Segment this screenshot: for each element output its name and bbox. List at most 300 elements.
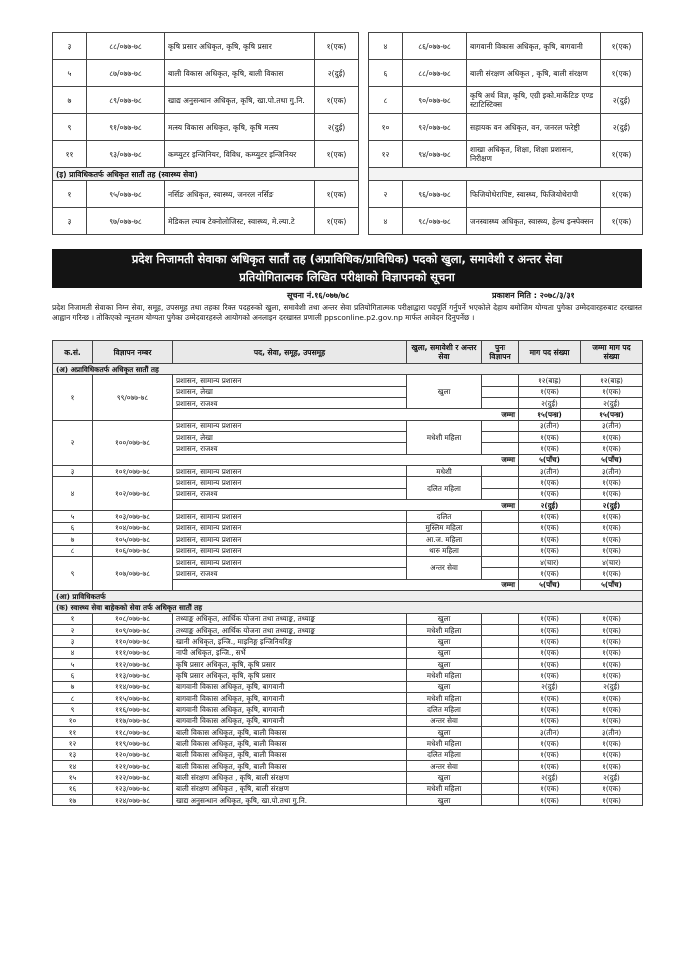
section-aa-row bbox=[53, 590, 643, 601]
table-row bbox=[53, 613, 643, 624]
serial-cell: ६ bbox=[369, 60, 403, 87]
count-cell: २(दुई) bbox=[601, 87, 643, 114]
code-cell: ९३/०७७-७८ bbox=[87, 141, 165, 168]
readvert-cell bbox=[482, 647, 519, 658]
total-demand-cell: १(एक) bbox=[581, 636, 643, 647]
type-cell: अन्तर सेवा bbox=[407, 715, 482, 726]
code-cell: ८९/०७७-७८ bbox=[87, 87, 165, 114]
serial-cell: १३ bbox=[53, 749, 93, 760]
serial-cell: ११ bbox=[53, 141, 87, 168]
section-row bbox=[53, 168, 359, 181]
total-demand: ५(पाँच) bbox=[519, 579, 581, 590]
code-cell: ११५/०७७-७८ bbox=[93, 692, 173, 703]
table-row bbox=[53, 761, 643, 772]
table-row bbox=[53, 772, 643, 783]
type-cell: मधेशी महिला bbox=[407, 783, 482, 794]
total-demand-cell: १(एक) bbox=[581, 715, 643, 726]
readvert-cell bbox=[482, 795, 519, 806]
post-cell: बागवानी विकास अधिकृत, कृषि, बागवानी bbox=[173, 692, 407, 703]
readvert-cell bbox=[482, 522, 519, 533]
total-demand-cell: १(एक) bbox=[581, 432, 643, 443]
table-row bbox=[53, 141, 359, 168]
post-cell: प्रशासन, सामान्य प्रशासन bbox=[173, 477, 407, 488]
post-cell: मेडिकल ल्याब टेक्नोलोजिस्ट, स्वास्थ्य, मे.ल्या.टे bbox=[165, 208, 315, 235]
demand-cell: १(एक) bbox=[519, 488, 581, 499]
code-cell: ८७/०७७-७८ bbox=[87, 60, 165, 87]
serial-cell: ६ bbox=[53, 522, 93, 533]
count-cell: १(एक) bbox=[315, 208, 359, 235]
code-cell: ९१/०७७-७८ bbox=[87, 114, 165, 141]
total-demand-cell: ३(तीन) bbox=[581, 466, 643, 477]
total-demand-cell: १(एक) bbox=[581, 534, 643, 545]
demand-cell: १(एक) bbox=[519, 704, 581, 715]
post-cell: नर्सिङ अधिकृत, स्वास्थ्य, जनरल नर्सिङ bbox=[165, 181, 315, 208]
post-cell: तथ्याङ्क अधिकृत, आर्थिक योजना तथा तथ्याङ्क, तथ्याङ्क bbox=[173, 624, 407, 635]
section-title: (क) स्वास्थ्य सेवा बाहेकको सेवा तर्फ अधिकृत सातौं तह bbox=[53, 602, 643, 613]
readvert-cell bbox=[482, 386, 519, 397]
table-row bbox=[53, 795, 643, 806]
post-cell: कृषि प्रसार अधिकृत, कृषि, कृषि प्रसार bbox=[173, 670, 407, 681]
readvert-cell bbox=[482, 761, 519, 772]
serial-cell: १६ bbox=[53, 783, 93, 794]
code-cell: ९८/०७७-७८ bbox=[403, 208, 467, 235]
banner-line-1: प्रदेश निजामती सेवाका अधिकृत सातौं तह (अप्राविधिक/प्राविधिक) पदको खुला, समावेशी र अन्तर सेवा bbox=[131, 252, 563, 266]
post-cell: प्रशासन, राजश्व bbox=[173, 398, 407, 409]
readvert-cell bbox=[482, 375, 519, 386]
readvert-cell bbox=[482, 420, 519, 431]
serial-cell: ९ bbox=[53, 556, 93, 590]
code-cell: ८८/०७७-७८ bbox=[403, 60, 467, 87]
readvert-cell bbox=[482, 658, 519, 669]
total-demand-cell: १(एक) bbox=[581, 386, 643, 397]
count-cell: १(एक) bbox=[315, 141, 359, 168]
code-cell: ९२/०७७-७८ bbox=[403, 114, 467, 141]
type-cell: अन्तर सेवा bbox=[407, 556, 482, 579]
serial-cell: २ bbox=[369, 181, 403, 208]
total-demand-cell: २(दुई) bbox=[581, 681, 643, 692]
total-demand-cell: १(एक) bbox=[581, 647, 643, 658]
readvert-cell bbox=[482, 738, 519, 749]
total-demand-cell: १२(बाह्र) bbox=[581, 375, 643, 386]
type-cell: खुला bbox=[407, 647, 482, 658]
post-cell: बाली संरक्षण अधिकृत , कृषि, बाली संरक्षण bbox=[173, 772, 407, 783]
code-cell: ९५/०७७-७८ bbox=[87, 181, 165, 208]
table-row bbox=[53, 727, 643, 738]
code-cell: ११०/०७७-७८ bbox=[93, 636, 173, 647]
type-cell: मधेशी महिला bbox=[407, 624, 482, 635]
demand-cell: १(एक) bbox=[519, 443, 581, 454]
table-row bbox=[369, 141, 643, 168]
type-cell: दलित bbox=[407, 511, 482, 522]
table-row bbox=[53, 114, 359, 141]
readvert-cell bbox=[482, 511, 519, 522]
post-cell: बागवानी विकास अधिकृत, कृषि, बागवानी bbox=[173, 681, 407, 692]
demand-cell: १(एक) bbox=[519, 715, 581, 726]
table-row bbox=[53, 670, 643, 681]
total-demand-cell: १(एक) bbox=[581, 511, 643, 522]
post-cell: कम्प्युटर इन्जिनियर, विविध, कम्प्युटर इन्जिनियर bbox=[165, 141, 315, 168]
demand-cell: १(एक) bbox=[519, 658, 581, 669]
count-cell: १(एक) bbox=[601, 208, 643, 235]
post-cell: सहायक वन अधिकृत, वन, जनरल फरेष्ट्री bbox=[467, 114, 601, 141]
table-row bbox=[53, 692, 643, 703]
total-demand-cell: १(एक) bbox=[581, 783, 643, 794]
demand-cell: १(एक) bbox=[519, 477, 581, 488]
post-cell: बागवानी विकास अधिकृत, कृषि, बागवानी bbox=[467, 33, 601, 60]
demand-cell: २(दुई) bbox=[519, 398, 581, 409]
total-demand-cell: १(एक) bbox=[581, 522, 643, 533]
count-cell: १(एक) bbox=[315, 33, 359, 60]
demand-cell: ३(तीन) bbox=[519, 466, 581, 477]
serial-cell: ७ bbox=[53, 534, 93, 545]
post-cell: मत्स्य विकास अधिकृत, कृषि, कृषि मत्स्य bbox=[165, 114, 315, 141]
total-demand-cell: १(एक) bbox=[581, 738, 643, 749]
total-demand-cell: १(एक) bbox=[581, 477, 643, 488]
demand-cell: १(एक) bbox=[519, 749, 581, 760]
total-demand-cell: १(एक) bbox=[581, 443, 643, 454]
total-demand-cell: १(एक) bbox=[581, 488, 643, 499]
serial-cell: १० bbox=[369, 114, 403, 141]
notice-banner bbox=[52, 249, 642, 288]
total-demand-cell: १(एक) bbox=[581, 613, 643, 624]
section-row bbox=[369, 168, 643, 181]
code-cell: ११२/०७७-७८ bbox=[93, 658, 173, 669]
total-demand-cell: १(एक) bbox=[581, 568, 643, 579]
post-cell: बागवानी विकास अधिकृत, कृषि, बागवानी bbox=[173, 715, 407, 726]
serial-cell: ३ bbox=[53, 33, 87, 60]
code-cell: १०४/०७७-७८ bbox=[93, 522, 173, 533]
total-sum: ५(पाँच) bbox=[581, 579, 643, 590]
table-row bbox=[53, 534, 643, 545]
notice-meta bbox=[52, 290, 642, 302]
demand-cell: १(एक) bbox=[519, 783, 581, 794]
total-label: जम्मा bbox=[173, 454, 519, 465]
table-row bbox=[53, 60, 359, 87]
table-row bbox=[53, 681, 643, 692]
table-row bbox=[53, 522, 643, 533]
total-demand-cell: ३(तीन) bbox=[581, 727, 643, 738]
table-row bbox=[53, 715, 643, 726]
total-demand-cell: ३(तीन) bbox=[581, 420, 643, 431]
type-cell: मधेशी महिला bbox=[407, 670, 482, 681]
count-cell: २(दुई) bbox=[315, 60, 359, 87]
top-left-table bbox=[52, 32, 359, 235]
code-cell: १०८/०७७-७८ bbox=[93, 613, 173, 624]
total-label: जम्मा bbox=[173, 500, 519, 511]
code-cell: १२२/०७७-७८ bbox=[93, 772, 173, 783]
header-type: खुला, समावेशी र अन्तर सेवा bbox=[407, 341, 482, 364]
code-cell: १२०/०७७-७८ bbox=[93, 749, 173, 760]
code-cell: ११६/०७७-७८ bbox=[93, 704, 173, 715]
serial-cell: ९ bbox=[53, 114, 87, 141]
serial-cell: ५ bbox=[53, 658, 93, 669]
total-demand-cell: १(एक) bbox=[581, 795, 643, 806]
post-cell: कृषि प्रसार अधिकृत, कृषि, कृषि प्रसार bbox=[165, 33, 315, 60]
section-ka-row bbox=[53, 602, 643, 613]
post-cell: प्रशासन, सामान्य प्रशासन bbox=[173, 556, 407, 567]
type-cell: खुला bbox=[407, 681, 482, 692]
total-demand-cell: १(एक) bbox=[581, 692, 643, 703]
count-cell: १(एक) bbox=[601, 181, 643, 208]
post-cell: जनस्वास्थ्य अधिकृत, स्वास्थ्य, हेल्थ इन्स्पेक्सन bbox=[467, 208, 601, 235]
code-cell: १०७/०७७-७८ bbox=[93, 556, 173, 590]
table-row bbox=[53, 704, 643, 715]
table-row bbox=[53, 636, 643, 647]
demand-cell: ४(चार) bbox=[519, 556, 581, 567]
code-cell: ११८/०७७-७८ bbox=[93, 727, 173, 738]
post-cell: प्रशासन, सामान्य प्रशासन bbox=[173, 534, 407, 545]
post-cell: फिजियोथेरापिष्ट, स्वास्थ्य, फिजियोथेरापी bbox=[467, 181, 601, 208]
demand-cell: २(दुई) bbox=[519, 681, 581, 692]
total-demand-cell: १(एक) bbox=[581, 670, 643, 681]
count-cell: १(एक) bbox=[315, 87, 359, 114]
post-cell: बाली संरक्षण अधिकृत , कृषि, बाली संरक्षण bbox=[173, 783, 407, 794]
total-sum: ५(पाँच) bbox=[581, 454, 643, 465]
serial-cell: १४ bbox=[53, 761, 93, 772]
serial-cell: ४ bbox=[369, 208, 403, 235]
code-cell: ९७/०७७-७८ bbox=[87, 208, 165, 235]
table-row bbox=[53, 556, 643, 567]
readvert-cell bbox=[482, 715, 519, 726]
table-row bbox=[369, 181, 643, 208]
serial-cell: १ bbox=[53, 375, 93, 420]
readvert-cell bbox=[482, 783, 519, 794]
post-cell: प्रशासन, लेखा bbox=[173, 432, 407, 443]
post-cell: खाद्य अनुसन्धान अधिकृत, कृषि, खा.पो.तथा गु.नि. bbox=[165, 87, 315, 114]
post-cell: प्रशासन, लेखा bbox=[173, 386, 407, 397]
post-cell: तथ्याङ्क अधिकृत, आर्थिक योजना तथा तथ्याङ्क, तथ्याङ्क bbox=[173, 613, 407, 624]
demand-cell: ३(तीन) bbox=[519, 420, 581, 431]
total-demand-cell: १(एक) bbox=[581, 761, 643, 772]
readvert-cell bbox=[482, 613, 519, 624]
serial-cell: १२ bbox=[53, 738, 93, 749]
code-cell: १०६/०७७-७८ bbox=[93, 545, 173, 556]
table-row bbox=[53, 647, 643, 658]
code-cell: १०३/०७७-७८ bbox=[93, 511, 173, 522]
type-cell: मधेशी bbox=[407, 466, 482, 477]
post-cell: खाद्य अनुसन्धान अधिकृत, कृषि, खा.पो.तथा गु.नि. bbox=[173, 795, 407, 806]
table-row bbox=[53, 87, 359, 114]
readvert-cell bbox=[482, 727, 519, 738]
demand-cell: १(एक) bbox=[519, 692, 581, 703]
type-cell: खुला bbox=[407, 727, 482, 738]
total-demand-cell: ४(चार) bbox=[581, 556, 643, 567]
demand-cell: १(एक) bbox=[519, 568, 581, 579]
serial-cell: २ bbox=[53, 624, 93, 635]
count-cell: १(एक) bbox=[315, 181, 359, 208]
post-cell: प्रशासन, सामान्य प्रशासन bbox=[173, 466, 407, 477]
serial-cell: १ bbox=[53, 613, 93, 624]
count-cell: १(एक) bbox=[601, 60, 643, 87]
post-cell: बाली विकास अधिकृत, कृषि, बाली विकास bbox=[173, 749, 407, 760]
readvert-cell bbox=[482, 624, 519, 635]
header-readvert: पुनः विज्ञापन bbox=[482, 341, 519, 364]
serial-cell: ३ bbox=[53, 208, 87, 235]
total-label: जम्मा bbox=[173, 579, 519, 590]
post-cell: प्रशासन, सामान्य प्रशासन bbox=[173, 511, 407, 522]
table-row bbox=[53, 181, 359, 208]
table-row bbox=[53, 545, 643, 556]
readvert-cell bbox=[482, 636, 519, 647]
demand-cell: १२(बाह्र) bbox=[519, 375, 581, 386]
total-demand-cell: १(एक) bbox=[581, 658, 643, 669]
post-cell: प्रशासन, राजश्व bbox=[173, 568, 407, 579]
serial-cell: १७ bbox=[53, 795, 93, 806]
code-cell: १०१/०७७-७८ bbox=[93, 466, 173, 477]
type-cell: मुस्लिम महिला bbox=[407, 522, 482, 533]
demand-cell: १(एक) bbox=[519, 761, 581, 772]
notice-number: सूचना नं.१६/०७७/७८ bbox=[287, 291, 350, 300]
total-demand-cell: १(एक) bbox=[581, 749, 643, 760]
table-row bbox=[53, 477, 643, 488]
serial-cell: १५ bbox=[53, 772, 93, 783]
readvert-cell bbox=[482, 568, 519, 579]
code-cell: १०५/०७७-७८ bbox=[93, 534, 173, 545]
total-demand-cell: १(एक) bbox=[581, 624, 643, 635]
serial-cell: ७ bbox=[53, 87, 87, 114]
section-blank bbox=[369, 168, 643, 181]
demand-cell: १(एक) bbox=[519, 545, 581, 556]
section-title: (अ) अप्राविधिकतर्फ अधिकृत सातौं तह bbox=[53, 364, 643, 375]
banner-line-2: प्रतियोगितात्मक लिखित परीक्षाको विज्ञापनको सूचना bbox=[239, 270, 455, 284]
code-cell: ८६/०७७-७८ bbox=[403, 33, 467, 60]
type-cell: खुला bbox=[407, 613, 482, 624]
demand-cell: १(एक) bbox=[519, 534, 581, 545]
readvert-cell bbox=[482, 534, 519, 545]
total-sum: १५(पन्ध्र) bbox=[581, 409, 643, 420]
demand-cell: १(एक) bbox=[519, 636, 581, 647]
readvert-cell bbox=[482, 556, 519, 567]
readvert-cell bbox=[482, 749, 519, 760]
table-row bbox=[53, 208, 359, 235]
count-cell: २(दुई) bbox=[601, 114, 643, 141]
serial-cell: ४ bbox=[369, 33, 403, 60]
demand-cell: १(एक) bbox=[519, 522, 581, 533]
section-a-row bbox=[53, 364, 643, 375]
table-row bbox=[369, 114, 643, 141]
serial-cell: ३ bbox=[53, 636, 93, 647]
serial-cell: ८ bbox=[369, 87, 403, 114]
type-cell: थारु महिला bbox=[407, 545, 482, 556]
post-cell: बाली विकास अधिकृत, कृषि, बाली विकास bbox=[173, 738, 407, 749]
type-cell: दलित महिला bbox=[407, 749, 482, 760]
table-row bbox=[53, 33, 359, 60]
code-cell: ११७/०७७-७८ bbox=[93, 715, 173, 726]
demand-cell: १(एक) bbox=[519, 511, 581, 522]
code-cell: १०२/०७७-७८ bbox=[93, 477, 173, 511]
demand-cell: २(दुई) bbox=[519, 772, 581, 783]
header-total-demand: जम्मा माग पद संख्या bbox=[581, 341, 643, 364]
demand-cell: १(एक) bbox=[519, 738, 581, 749]
type-cell: मधेशी महिला bbox=[407, 420, 482, 454]
table-row bbox=[369, 60, 643, 87]
table-row bbox=[369, 208, 643, 235]
post-cell: शाखा अधिकृत, शिक्षा, शिक्षा प्रशासन, निरीक्षण bbox=[467, 141, 601, 168]
total-demand: ५(पाँच) bbox=[519, 454, 581, 465]
post-cell: प्रशासन, सामान्य प्रशासन bbox=[173, 545, 407, 556]
serial-cell: ४ bbox=[53, 477, 93, 511]
type-cell: दलित महिला bbox=[407, 477, 482, 500]
readvert-cell bbox=[482, 488, 519, 499]
readvert-cell bbox=[482, 692, 519, 703]
demand-cell: ३(तीन) bbox=[519, 727, 581, 738]
readvert-cell bbox=[482, 704, 519, 715]
demand-cell: १(एक) bbox=[519, 624, 581, 635]
code-cell: ९४/०७७-७८ bbox=[403, 141, 467, 168]
serial-cell: ८ bbox=[53, 545, 93, 556]
type-cell: खुला bbox=[407, 772, 482, 783]
publish-date: प्रकाशन मिति : २०७८/३/३१ bbox=[492, 291, 575, 300]
demand-cell: १(एक) bbox=[519, 432, 581, 443]
demand-cell: १(एक) bbox=[519, 613, 581, 624]
total-sum: २(दुई) bbox=[581, 500, 643, 511]
serial-cell: १ bbox=[53, 181, 87, 208]
type-cell: खुला bbox=[407, 636, 482, 647]
demand-cell: १(एक) bbox=[519, 647, 581, 658]
code-cell: १२४/०७७-७८ bbox=[93, 795, 173, 806]
post-cell: कृषि अर्थ विज्ञ, कृषि, एग्री इको.मार्केटिङ एण्ड स्टाटिस्टिक्स bbox=[467, 87, 601, 114]
post-cell: प्रशासन, सामान्य प्रशासन bbox=[173, 420, 407, 431]
post-cell: प्रशासन, राजश्व bbox=[173, 488, 407, 499]
top-right-table bbox=[368, 32, 643, 235]
serial-cell: ११ bbox=[53, 727, 93, 738]
table-row bbox=[53, 420, 643, 431]
table-row bbox=[369, 87, 643, 114]
count-cell: २(दुई) bbox=[315, 114, 359, 141]
code-cell: १०९/०७७-७८ bbox=[93, 624, 173, 635]
code-cell: ९९/०७७-७८ bbox=[93, 375, 173, 420]
table-row bbox=[53, 624, 643, 635]
count-cell: १(एक) bbox=[601, 33, 643, 60]
header-sn: क.सं. bbox=[53, 341, 93, 364]
serial-cell: १२ bbox=[369, 141, 403, 168]
readvert-cell bbox=[482, 670, 519, 681]
readvert-cell bbox=[482, 432, 519, 443]
total-label: जम्मा bbox=[173, 409, 519, 420]
code-cell: ९०/०७७-७८ bbox=[403, 87, 467, 114]
serial-cell: ५ bbox=[53, 511, 93, 522]
readvert-cell bbox=[482, 398, 519, 409]
code-cell: ११३/०७७-७८ bbox=[93, 670, 173, 681]
post-cell: बाली विकास अधिकृत, कृषि, बाली विकास bbox=[165, 60, 315, 87]
type-cell: अन्तर सेवा bbox=[407, 761, 482, 772]
type-cell: खुला bbox=[407, 375, 482, 409]
code-cell: १२३/०७७-७८ bbox=[93, 783, 173, 794]
readvert-cell bbox=[482, 681, 519, 692]
total-demand: १५(पन्ध्र) bbox=[519, 409, 581, 420]
serial-cell: ३ bbox=[53, 466, 93, 477]
code-cell: ११९/०७७-७८ bbox=[93, 738, 173, 749]
code-cell: १००/०७७-७८ bbox=[93, 420, 173, 465]
demand-cell: १(एक) bbox=[519, 670, 581, 681]
post-cell: प्रशासन, राजश्व bbox=[173, 443, 407, 454]
serial-cell: ६ bbox=[53, 670, 93, 681]
table-row bbox=[53, 375, 643, 386]
readvert-cell bbox=[482, 477, 519, 488]
code-cell: ९६/०७७-७८ bbox=[403, 181, 467, 208]
code-cell: ११४/०७७-७८ bbox=[93, 681, 173, 692]
intro-paragraph: प्रदेश निजामती सेवाका निम्न सेवा, समूह, उपसमूह तथा तहका रिक्त पदहरुको खुला, समावेशी तथा अन्तर सेवा प्रतियोगितात्मक परीक्षाद्वारा पदपूर्ति गर्नुपर्ने भएकोले देहाय बमोजिम योग्यता पुगेका उम्मेदवारहरुबाट दरखास्त आह्वान गरिन्छ । तोकिएको न्यूनतम योग्यता पुगेका उम्मेदवारहरुले आयोगको अनलाइन दरखास्त प्रणाली ppsconline.p2.gov.np मार्फत आवेदन दिनुपर्नेछ । bbox=[52, 303, 642, 322]
serial-cell: ९ bbox=[53, 704, 93, 715]
readvert-cell bbox=[482, 466, 519, 477]
post-cell: प्रशासन, सामान्य प्रशासन bbox=[173, 522, 407, 533]
code-cell: १२१/०७७-७८ bbox=[93, 761, 173, 772]
table-row bbox=[53, 466, 643, 477]
table-header-row bbox=[53, 341, 643, 364]
type-cell: आ.ज. महिला bbox=[407, 534, 482, 545]
post-cell: नापी अधिकृत, इन्जि., सर्भे bbox=[173, 647, 407, 658]
table-row bbox=[53, 749, 643, 760]
